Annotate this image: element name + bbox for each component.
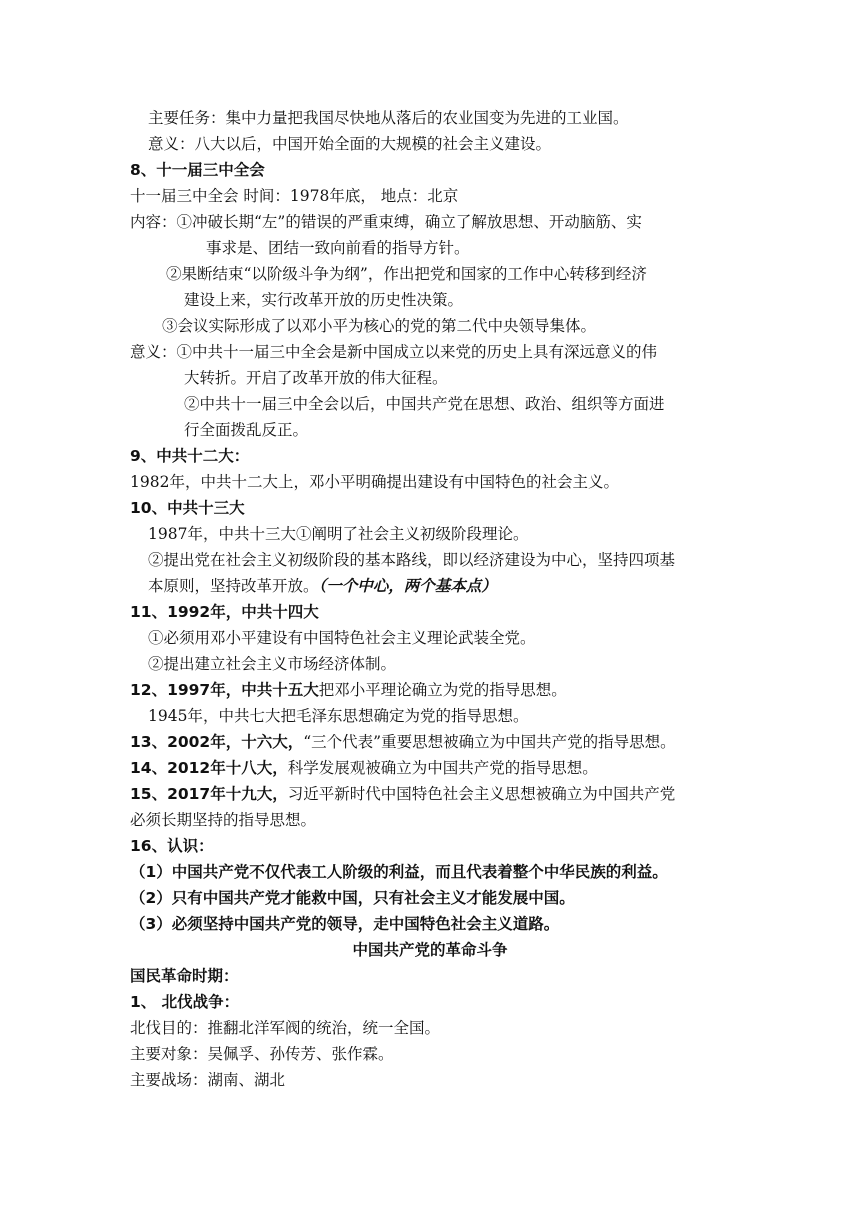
- bold-point: （2）只有中国共产党才能救中国，只有社会主义才能发展中国。: [130, 889, 575, 907]
- text-span: 习近平新时代中国特色社会主义思想被确立为中国共产党: [287, 785, 676, 803]
- text-line: 意义：①中共十一届三中全会是新中国成立以来党的历史上具有深远意义的伟: [130, 343, 658, 361]
- section-heading: 14、2012年十八大，: [130, 759, 288, 777]
- text-line: 必须长期坚持的指导思想。: [130, 811, 317, 829]
- bold-point: （3）必须坚持中国共产党的领导，走中国特色社会主义道路。: [130, 915, 560, 933]
- text-line: ①必须用邓小平建设有中国特色社会主义理论武装全党。: [148, 629, 536, 647]
- section-heading: 15、2017年十九大，: [130, 785, 288, 803]
- text-line: 事求是、团结一致向前看的指导方针。: [206, 239, 470, 257]
- text-span: 科学发展观被确立为中国共产党的指导思想。: [287, 759, 598, 777]
- section-heading: 12、1997年，中共十五大: [130, 681, 319, 699]
- text-span: 把邓小平理论确立为党的指导思想。: [318, 681, 567, 699]
- section-heading: 11、1992年，中共十四大: [130, 603, 319, 621]
- text-line: 意义：八大以后，中国开始全面的大规模的社会主义建设。: [148, 135, 552, 153]
- section-heading: 国民革命时期：: [130, 967, 239, 985]
- text-line: ②提出党在社会主义初级阶段的基本路线，即以经济建设为中心，坚持四项基: [148, 551, 676, 569]
- text-line: ②果断结束“以阶级斗争为纲”，作出把党和国家的工作中心转移到经济: [166, 265, 647, 283]
- text-span: “三个代表”重要思想被确立为中国共产党的指导思想。: [303, 733, 676, 751]
- text-line: 建设上来，实行改革开放的历史性决策。: [184, 291, 464, 309]
- text-span: 本原则，坚持改革开放。: [148, 577, 319, 595]
- bold-point: （1）中国共产党不仅代表工人阶级的利益，而且代表着整个中华民族的利益。: [130, 863, 668, 881]
- section-heading: 9、中共十二大：: [130, 447, 250, 465]
- text-line: 1987年，中共十三大①阐明了社会主义初级阶段理论。: [148, 525, 529, 543]
- text-line: 主要战场：湖南、湖北: [130, 1071, 286, 1089]
- text-line: 北伐目的：推翻北洋军阀的统治，统一全国。: [130, 1019, 441, 1037]
- text-line: 1945年，中共七大把毛泽东思想确定为党的指导思想。: [148, 707, 529, 725]
- text-line: ②中共十一届三中全会以后，中国共产党在思想、政治、组织等方面进: [184, 395, 665, 413]
- text-line: 1982年，中共十二大上，邓小平明确提出建设有中国特色的社会主义。: [130, 473, 619, 491]
- text-line: ②提出建立社会主义市场经济体制。: [148, 655, 397, 673]
- text-line: 主要对象：吴佩孚、孙传芳、张作霖。: [130, 1045, 394, 1063]
- section-heading: 16、认识：: [130, 837, 214, 855]
- text-line: [130, 757, 598, 779]
- page-subtitle: 中国共产党的革命斗争: [352, 941, 508, 959]
- section-heading: 13、2002年，十六大，: [130, 733, 304, 751]
- section-heading: 10、中共十三大: [130, 499, 245, 517]
- text-line: 主要任务：集中力量把我国尽快地从落后的农业国变为先进的工业国。: [148, 109, 629, 127]
- text-line: 十一届三中全会 时间：1978年底， 地点：北京: [130, 187, 459, 205]
- emphasis-note: （一个中心，两个基本点）: [318, 576, 497, 595]
- text-line: 内容：①冲破长期“左”的错误的严重束缚，确立了解放思想、开动脑筋、实: [130, 213, 642, 231]
- text-line: [148, 575, 497, 597]
- section-heading: 8、十一届三中全会: [130, 161, 265, 179]
- text-line: [130, 783, 675, 805]
- text-line: 大转折。开启了改革开放的伟大征程。: [184, 369, 448, 387]
- text-line: [130, 679, 567, 701]
- text-line: 行全面拨乱反正。: [184, 421, 309, 439]
- text-line: [130, 731, 676, 753]
- section-heading: 1、 北伐战争：: [130, 993, 240, 1011]
- text-line: ③会议实际形成了以邓小平为核心的党的第二代中央领导集体。: [162, 317, 597, 335]
